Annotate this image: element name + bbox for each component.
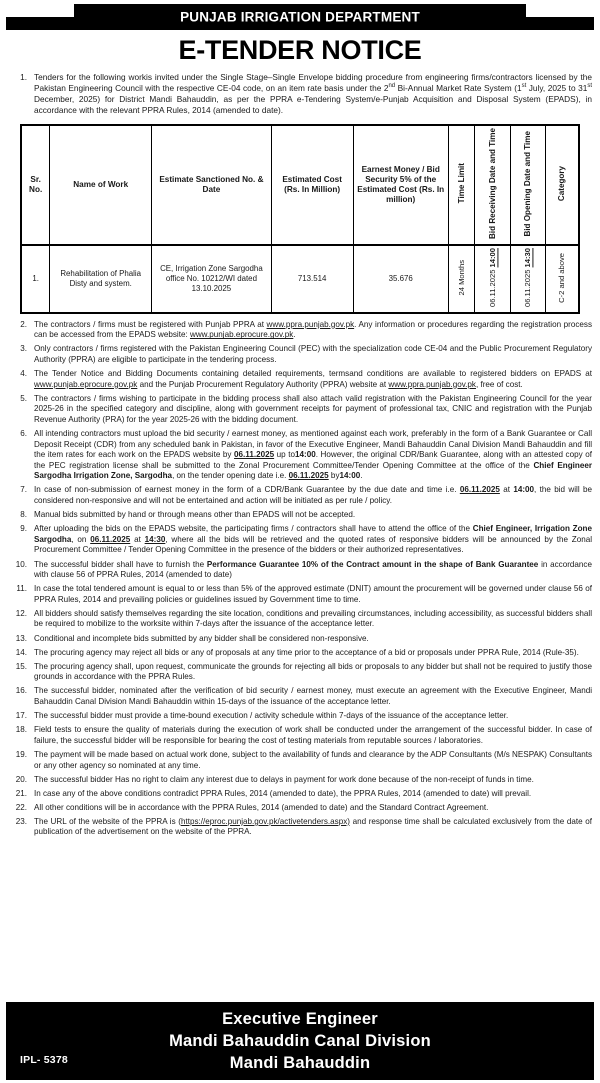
clause-6-part-e: by: [328, 471, 340, 481]
clause-1-sup-2: st: [521, 83, 527, 90]
clause-text: The contractors / firms wishing to participate in the bidding process shall also attach valid registration with the Pakistan Engineering Council for the year 2025-26 in the specified category and discipline, along with government receipts for payment of professional tax, CNIC and registration with the Punjab Revenue Authority (PRA) for the year 2025-26 with the bidding document.: [34, 393, 592, 424]
table-head: [21, 125, 579, 245]
clause-text: [34, 817, 592, 838]
clause-number: 2.: [20, 319, 27, 329]
clause-22: [8, 803, 592, 814]
clause-18: [8, 725, 592, 746]
department-banner: [6, 4, 594, 30]
table-header-row: [21, 125, 579, 245]
ipl-code: IPL- 5378: [20, 1054, 68, 1066]
clause-number: 11.: [16, 584, 27, 594]
clause-7-part-c: , the bid will be considered non-responsive and will not be entertained and action will be initiated as per rule / policy.: [34, 485, 592, 506]
col-header-time-limit-text: Time Limit: [456, 163, 466, 204]
clause-6: [8, 429, 592, 482]
clause-text: [34, 369, 592, 390]
clause-text: The successful bidder must provide a time-bound execution / activity schedule within 7-days of the issuance of the acceptance letter.: [34, 711, 509, 721]
cell-sr-no: 1.: [21, 245, 50, 313]
col-header-category: [546, 125, 579, 245]
clause-number: 5.: [20, 393, 27, 403]
clause-6-part-d: , on the tender opening date i.e.: [172, 471, 289, 481]
ppra-active-tenders-link[interactable]: https://eproc.punjab.gov.pk/activetenders.aspx): [180, 816, 350, 826]
clause-number: 1.: [20, 72, 27, 82]
clause-1-sup-1: nd: [388, 83, 396, 90]
tender-opening-time: 14:00: [339, 471, 361, 481]
clause-4-part-b: and the Punjab Procurement Regulatory Authority (PPRA) website at: [137, 379, 389, 389]
clause-10-part-a: The successful bidder shall have to furnish the: [34, 559, 207, 569]
clause-text: [34, 524, 592, 556]
col-header-estimated-cost: Estimated Cost (Rs. In Million): [271, 125, 353, 245]
cell-category: [546, 245, 579, 313]
clause-6-part-f: .: [360, 471, 363, 481]
clause-17: [8, 711, 592, 722]
col-header-estimate-sanctioned: Estimate Sanctioned No. & Date: [152, 125, 272, 245]
clause-text: [34, 429, 592, 482]
clause-list-main: [0, 320, 600, 838]
clause-number: 8.: [20, 510, 27, 520]
clause-2: [8, 320, 592, 341]
signature-footer: [6, 1002, 594, 1080]
chief-engineer-office-bold: Chief Engineer Sargodha Irrigation Zone, Sargodha: [34, 460, 592, 481]
clause-text: In case the total tendered amount is equal to or less than 5% of the approved estimate (DNIT) amount the procurement will be governed under clause 56 of PPRA Rules, 2014 and prevailing policies or guidelines issued by Government time to time.: [34, 584, 592, 604]
earnest-money-due-time: 14:00: [513, 485, 535, 495]
clause-number: 10.: [15, 559, 27, 569]
clause-text: The procuring agency may reject all bids or any of proposals at any time prior to the acceptance of a bid or proposals under PPRA Rule, 2014 (Rule-35).: [34, 647, 579, 657]
clause-7: [8, 485, 592, 506]
clause-text: The successful bidder Has no right to claim any interest due to delays in payment for work done because of the non-receipt of funds in time.: [34, 774, 534, 784]
clause-text: [34, 72, 592, 116]
clause-16: [8, 686, 592, 707]
clause-3: [8, 344, 592, 365]
clause-20: [8, 775, 592, 786]
department-title: PUNJAB IRRIGATION DEPARTMENT: [180, 9, 420, 25]
clause-number: 6.: [20, 428, 27, 438]
clause-1: [8, 72, 592, 116]
ppra-website-link[interactable]: www.ppra.punjab.gov.pk: [388, 379, 476, 389]
clause-number: 13.: [15, 633, 27, 643]
page-title: E-TENDER NOTICE: [178, 35, 422, 65]
clause-number: 19.: [15, 749, 27, 759]
clause-9-part-c: at: [130, 534, 145, 544]
clause-text: All bidders should satisfy themselves regarding the site location, conditions and prevailing circumstances, including accessibility, as successful bidders shall be required to mobilize to the worksite within 7-days after the issuance of the acceptance letter.: [34, 608, 592, 629]
performance-guarantee-bold: Performance Guarantee 10% of the Contract amount in the shape of Bank Guarantee: [206, 559, 539, 569]
clause-number: 22.: [15, 802, 27, 812]
clause-text: In case any of the above conditions contradict PPRA Rules, 2014 (amended to date), the PPRA Rules, 2014 (amended to date) will prevail.: [34, 788, 532, 798]
clause-list-top: [0, 72, 600, 116]
clause-number: 23.: [15, 816, 27, 826]
col-header-bid-receiving: [475, 125, 510, 245]
clause-number: 3.: [20, 344, 27, 354]
cell-bid-receiving: [475, 245, 510, 313]
clause-text: Field tests to ensure the quality of materials during the execution of work shall be conducted under the arrangement of the successful bidder. In case of failure, the successful bidder will be responsible for bearing the cost of testing materials from reputable sources / laboratories.: [34, 725, 592, 745]
clause-2-part-a: The contractors / firms must be registered with Punjab PPRA at: [34, 319, 267, 329]
table-body: [21, 245, 579, 313]
clause-10: [8, 560, 592, 581]
cell-time-limit-text: 24 Months: [456, 259, 466, 296]
clause-23-part-b: and response time shall be calculated exclusively from the date of publication of the advertisement on the website of the PPRA.: [34, 816, 593, 837]
clause-23: [8, 817, 592, 838]
col-header-category-text: Category: [557, 165, 567, 201]
cell-name-of-work: Rehabilitation of Phalia Disty and system.: [50, 245, 152, 313]
col-header-sr-no: Sr. No.: [21, 125, 50, 245]
clause-number: 16.: [15, 686, 27, 696]
signatory-division: Mandi Bahauddin Canal Division: [169, 1032, 431, 1050]
clause-11: [8, 584, 592, 605]
clause-7-part-b: at: [499, 485, 514, 495]
bid-receiving-time: 14:00: [487, 248, 497, 268]
clause-text: The payment will be made based on actual work done, subject to the availability of funds and clearance by the ADP Consultants (M/s NESPAK) Consultants or any other agency so nominated at any time.: [34, 749, 592, 770]
cell-category-text: C-2 and above: [557, 252, 567, 303]
clause-4-part-a: The Tender Notice and Bidding Documents containing detailed requirements, termsand conditions are available to registered bidders on EPADS at: [34, 369, 592, 379]
clause-1-part-c: July, 2025 to 31: [526, 83, 588, 94]
bid-opening-attend-date: 06.11.2025: [90, 534, 131, 544]
ppra-website-link[interactable]: www.ppra.punjab.gov.pk: [266, 319, 355, 329]
clause-1-part-d: December, 2025) for District Mandi Bahauddin, as per the PPRA e-Tendering System/e-Punjab Acquisition and Disposal System (EPADS), in accordance with the relevant PPRA Rules, 2014 (amended to date).: [34, 94, 592, 116]
cell-bid-receiving-text: [488, 248, 498, 307]
clause-2-part-c: .: [293, 330, 296, 340]
bid-opening-attend-time: 14:30: [144, 534, 166, 544]
clause-number: 7.: [20, 485, 27, 495]
clause-text: Manual bids submitted by hand or through means other than EPADS will not be accepted.: [34, 510, 356, 520]
clause-number: 15.: [15, 661, 27, 671]
cell-estimate-sanctioned: CE, Irrigation Zone Sargodha office No. 10212/WI dated 13.10.2025: [152, 245, 272, 313]
clause-9-part-b: , on: [71, 534, 91, 544]
clause-5: [8, 394, 592, 426]
clause-21: [8, 789, 592, 800]
clause-text: The successful bidder, nominated after the verification of bid security / earnest money, must execute an agreement with the Executive Engineer, Mandi Bahauddin Canal Division Mandi Bahauddin within 15-days of the issuance of the acceptance letter.: [34, 686, 592, 707]
clause-4: [8, 369, 592, 390]
signatory-location: Mandi Bahauddin: [229, 1054, 371, 1072]
earnest-money-due-date: 06.11.2025: [459, 485, 500, 495]
clause-7-part-a: In case of non-submission of earnest money in the form of a CDR/Bank Guarantee by the due date and time i.e.: [34, 485, 460, 495]
clause-6-part-b: up to: [274, 450, 296, 460]
clause-4-part-c: , free of cost.: [475, 379, 523, 389]
clause-15: [8, 662, 592, 683]
clause-number: 14.: [15, 647, 27, 657]
tender-table-wrapper: [0, 120, 600, 320]
epads-website-link[interactable]: www.punjab.eprocure.gov.pk: [34, 379, 138, 389]
clause-1-part-b: Bi-Annual Market Rate System (1: [395, 83, 522, 94]
clause-10-part-b: in accordance with clause 56 of PPRA Rules, 2014 (amended to date): [34, 559, 592, 580]
clause-9-part-a: After uploading the bids on the EPADS website, the participating firms / contractors shall have to attend the office of the: [34, 524, 473, 534]
bid-upload-deadline-date: 06.11.2025: [234, 450, 275, 460]
clause-13: [8, 634, 592, 645]
col-header-bid-opening: [510, 125, 545, 245]
clause-2-part-b: . Any information or procedures regarding the registration process can be accessed from the EPADS website:: [34, 319, 593, 340]
cell-bid-opening: [510, 245, 545, 313]
clause-text: [34, 560, 592, 581]
clause-text: Only contractors / firms registered with the Pakistan Engineering Council (PEC) with the specialization code CE-04 and the Public Procurement Regulatory Authority (PPRA) are eligible to participate in the tendering process.: [34, 344, 592, 364]
table-row: [21, 245, 579, 313]
cell-time-limit: [448, 245, 475, 313]
clause-1-part-a: Tenders for the following workis invited under the Single Stage–Single Envelope bidding procedure from engineering firms/contractors licensed by the Pakistan Engineering Council with the respective CE-04 code, on an item rate basis under the 2: [34, 72, 592, 94]
clause-19: [8, 750, 592, 771]
clause-14: [8, 648, 592, 659]
epads-website-link[interactable]: www.punjab.eprocure.gov.pk: [189, 330, 294, 340]
clause-6-part-c: . However, the original CDR/Bank Guarantee, along with an attested copy of the PEC registration license shall be submitted to the Zonal Procurement Committee/Tender Opening Committee at the office of the: [34, 450, 592, 470]
clause-number: 4.: [20, 369, 27, 379]
signatory-block: [169, 1008, 431, 1074]
clause-23-part-a: The URL of the website of the PPRA is (: [34, 816, 181, 826]
bid-opening-time: 14:30: [523, 248, 533, 268]
cell-earnest-money: 35.676: [353, 245, 448, 313]
clause-text: Conditional and incomplete bids submitted by any bidder shall be considered non-responsive.: [34, 633, 369, 643]
cell-bid-opening-text: [523, 248, 533, 307]
tender-table: [20, 124, 580, 314]
clause-9: [8, 524, 592, 556]
clause-number: 9.: [20, 524, 27, 534]
col-header-bid-opening-text: Bid Opening Date and Time: [523, 130, 533, 237]
clause-1-sup-3: st: [587, 83, 592, 90]
cell-estimated-cost: 713.514: [271, 245, 353, 313]
clause-text: All other conditions will be in accordance with the PPRA Rules, 2014 (amended to date) and the Standard Contract Agreement.: [34, 802, 489, 812]
clause-12: [8, 609, 592, 630]
bid-receiving-date: 06.11.2025: [487, 269, 497, 308]
col-header-bid-receiving-text: Bid Receiving Date and Time: [487, 127, 497, 239]
clause-number: 18.: [15, 725, 27, 735]
col-header-earnest-money: Earnest Money / Bid Security 5% of the Estimated Cost (Rs. In million): [353, 125, 448, 245]
clause-text: The procuring agency shall, upon request, communicate the grounds for rejecting all bids or proposals to any bidder but shall not be required to justify those grounds in accordance with the PPRA Rules.: [34, 661, 592, 682]
clause-number: 12.: [15, 608, 27, 618]
col-header-time-limit: [448, 125, 475, 245]
clause-number: 21.: [15, 788, 27, 798]
bid-opening-date: 06.11.2025: [523, 269, 533, 308]
col-header-name-of-work: Name of Work: [50, 125, 152, 245]
clause-text: [34, 320, 592, 341]
signatory-designation: Executive Engineer: [222, 1010, 378, 1028]
clause-number: 17.: [15, 711, 27, 721]
clause-6-part-a: All intending contractors must upload the bid security / earnest money, as mentioned against each work, preferably in the form of a Bank Guarantee or Call Deposit Receipt (CDR) from any scheduled bank in Pakistan, in favor of the Executive Engineer, Mandi Bahauddin Canal Division Mandi Bahauddin and fill the item rates for each work on the EPADS website by: [34, 428, 592, 460]
chief-engineer-zone-bold: Chief Engineer, Irrigation Zone Sargodha: [34, 524, 592, 544]
bid-upload-deadline-time: 14:00: [295, 450, 316, 460]
clause-8: [8, 510, 592, 521]
clause-number: 20.: [15, 774, 27, 784]
tender-opening-date: 06.11.2025: [288, 471, 329, 481]
clause-9-part-d: , where all the bids will be retrieved and the quoted rates of responsive bidders will be announced by the Zonal Procurement Committee / Tender Opening Committee in the presence of the bidders or their authorized representatives.: [34, 534, 593, 555]
clause-text: [34, 485, 592, 506]
